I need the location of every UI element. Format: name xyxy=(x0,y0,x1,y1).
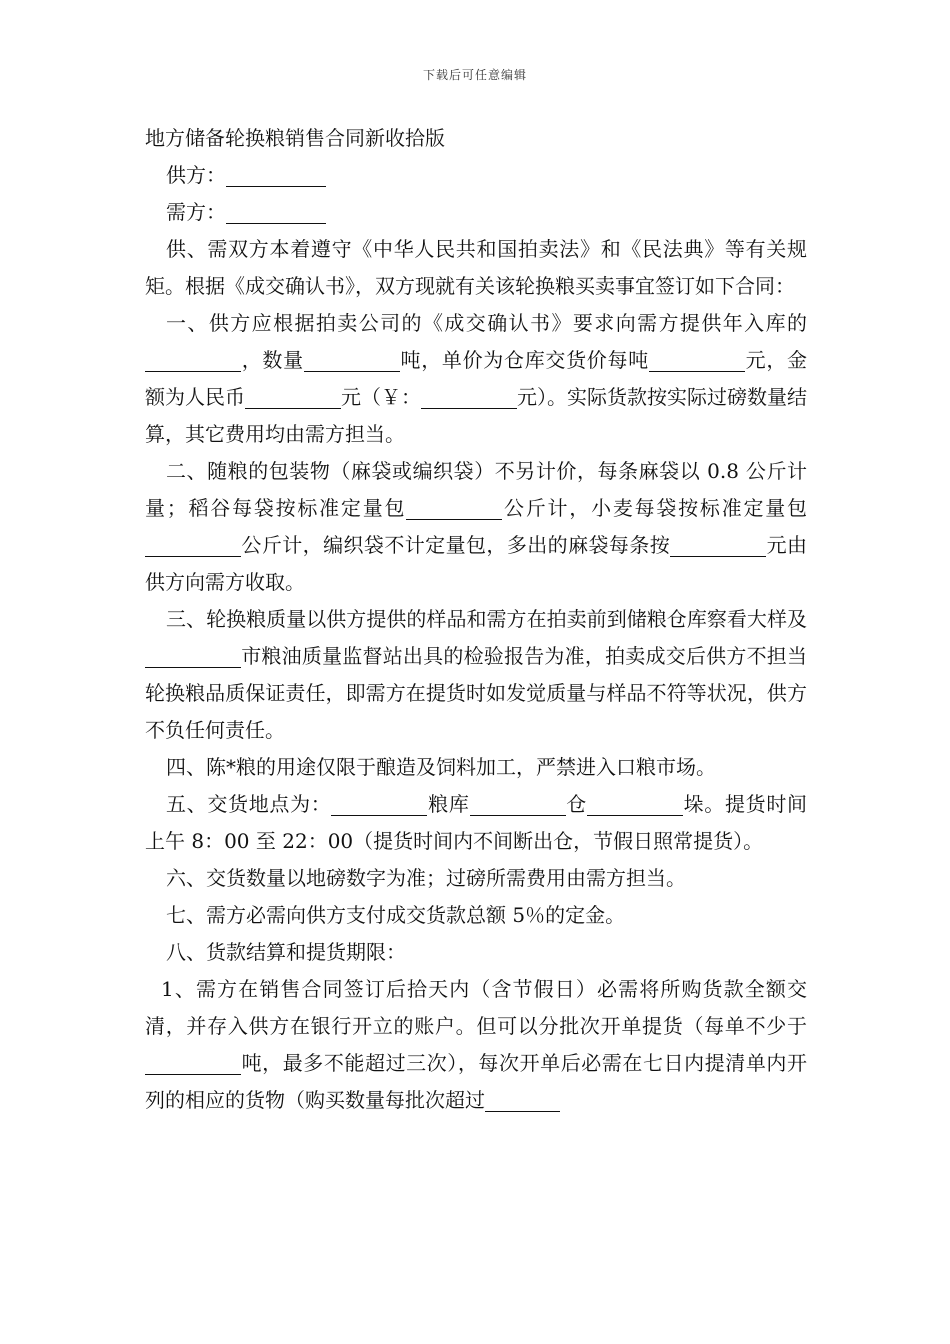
clause-2-text-d: 元由供方向需方收取。 xyxy=(145,533,808,594)
clause-3 xyxy=(145,601,807,749)
stack-blank[interactable] xyxy=(587,791,683,816)
clause-8: 八、货款结算和提货期限： xyxy=(166,940,406,964)
amount-figures-blank[interactable] xyxy=(421,384,517,409)
sack-price-blank[interactable] xyxy=(670,532,766,557)
document-title: 地方储备轮换粮销售合同新收拾版 xyxy=(145,126,445,150)
clause-5-text-c: 仓 xyxy=(565,792,587,816)
clause-3-text-b: 市粮油质量监督站出具的检验报告为准，拍卖成交后供方不担当轮换粮品质保证责任，即需方在提货时如发觉质量与样品不符等状况，供方不负任何责任。 xyxy=(145,644,807,742)
clause-2-text-a: 二、随粮的包装物（麻袋或编织袋）不另计价，每条麻袋以 0.8 公斤计量；稻谷每袋按标准定量包 xyxy=(145,459,807,520)
clause-1-text-c: 吨，单价为仓库交货价每吨 xyxy=(399,348,649,372)
clause-1-text-f: 元）。实际货款按实际过磅数量结算，其它费用均由需方担当。 xyxy=(145,385,807,446)
clause-5-text-b: 粮库 xyxy=(427,792,470,816)
clause-3-text-a: 三、轮换粮质量以供方提供的样品和需方在拍卖前到储粮仓库察看大样及 xyxy=(166,607,807,631)
contract-document xyxy=(145,120,807,1119)
clause-1-text-a: 一、供方应根据拍卖公司的《成交确认书》要求向需方提供年入库的 xyxy=(166,311,807,335)
amount-rmb-blank[interactable] xyxy=(245,384,341,409)
header-note: 下载后可任意编辑 xyxy=(422,68,527,82)
clause-8-1-text-a: 1、需方在销售合同签订后拾天内（含节假日）必需将所购货款全额交清，并存入供方在银行开立的账户。但可以分批次开单提货（每单不少于 xyxy=(145,977,807,1038)
buyer-line xyxy=(145,194,807,231)
intro-paragraph: 供、需双方本着遵守《中华人民共和国拍卖法》和《民法典》等有关规矩。根据《成交确认书》，双方现就有关该轮换粮买卖事宜签订如下合同： xyxy=(145,237,807,298)
clause-5-text-d: 垛。提货时间上午 8：00 至 22：00（提货时间内不间断出仓，节假日照常提货）。 xyxy=(145,792,808,853)
clause-8-1-text-b: 吨，最多不能超过三次），每次开单后必需在七日内提清单内开列的相应的货物（购买数量每批次超过 xyxy=(145,1051,807,1112)
buyer-blank[interactable] xyxy=(226,199,326,224)
clause-2-text-c: 公斤计，编织袋不计定量包，多出的麻袋每条按 xyxy=(241,533,671,557)
warehouse-blank[interactable] xyxy=(470,791,566,816)
clause-7: 七、需方必需向供方支付成交货款总额 5％的定金。 xyxy=(166,903,626,927)
clause-8-1 xyxy=(145,971,807,1119)
min-order-blank[interactable] xyxy=(145,1050,241,1075)
clause-2 xyxy=(145,453,807,601)
clause-4: 四、陈*粮的用途仅限于酿造及饲料加工，严禁进入口粮市场。 xyxy=(166,755,716,779)
buyer-label: 需方： xyxy=(166,200,226,224)
unit-price-blank[interactable] xyxy=(649,347,745,372)
wheat-weight-blank[interactable] xyxy=(145,532,241,557)
clause-6: 六、交货数量以地磅数字为准；过磅所需费用由需方担当。 xyxy=(166,866,686,890)
clause-1 xyxy=(145,305,807,453)
supplier-line xyxy=(145,157,807,194)
clause-1-text-d: 元，金额为人民币 xyxy=(145,348,808,409)
clause-1-text-e: 元（￥： xyxy=(341,385,421,409)
city-blank[interactable] xyxy=(145,643,241,668)
granary-blank[interactable] xyxy=(331,791,427,816)
clause-5 xyxy=(145,786,807,860)
batch-limit-blank[interactable] xyxy=(485,1087,560,1112)
clause-1-text-b: ，数量 xyxy=(241,348,304,372)
supplier-blank[interactable] xyxy=(226,162,326,187)
quantity-blank[interactable] xyxy=(304,347,400,372)
clause-2-text-b: 公斤计，小麦每袋按标准定量包 xyxy=(502,496,808,520)
year-blank[interactable] xyxy=(145,347,241,372)
rice-weight-blank[interactable] xyxy=(406,495,502,520)
supplier-label: 供方： xyxy=(166,163,226,187)
clause-5-text-a: 五、交货地点为： xyxy=(166,792,332,816)
